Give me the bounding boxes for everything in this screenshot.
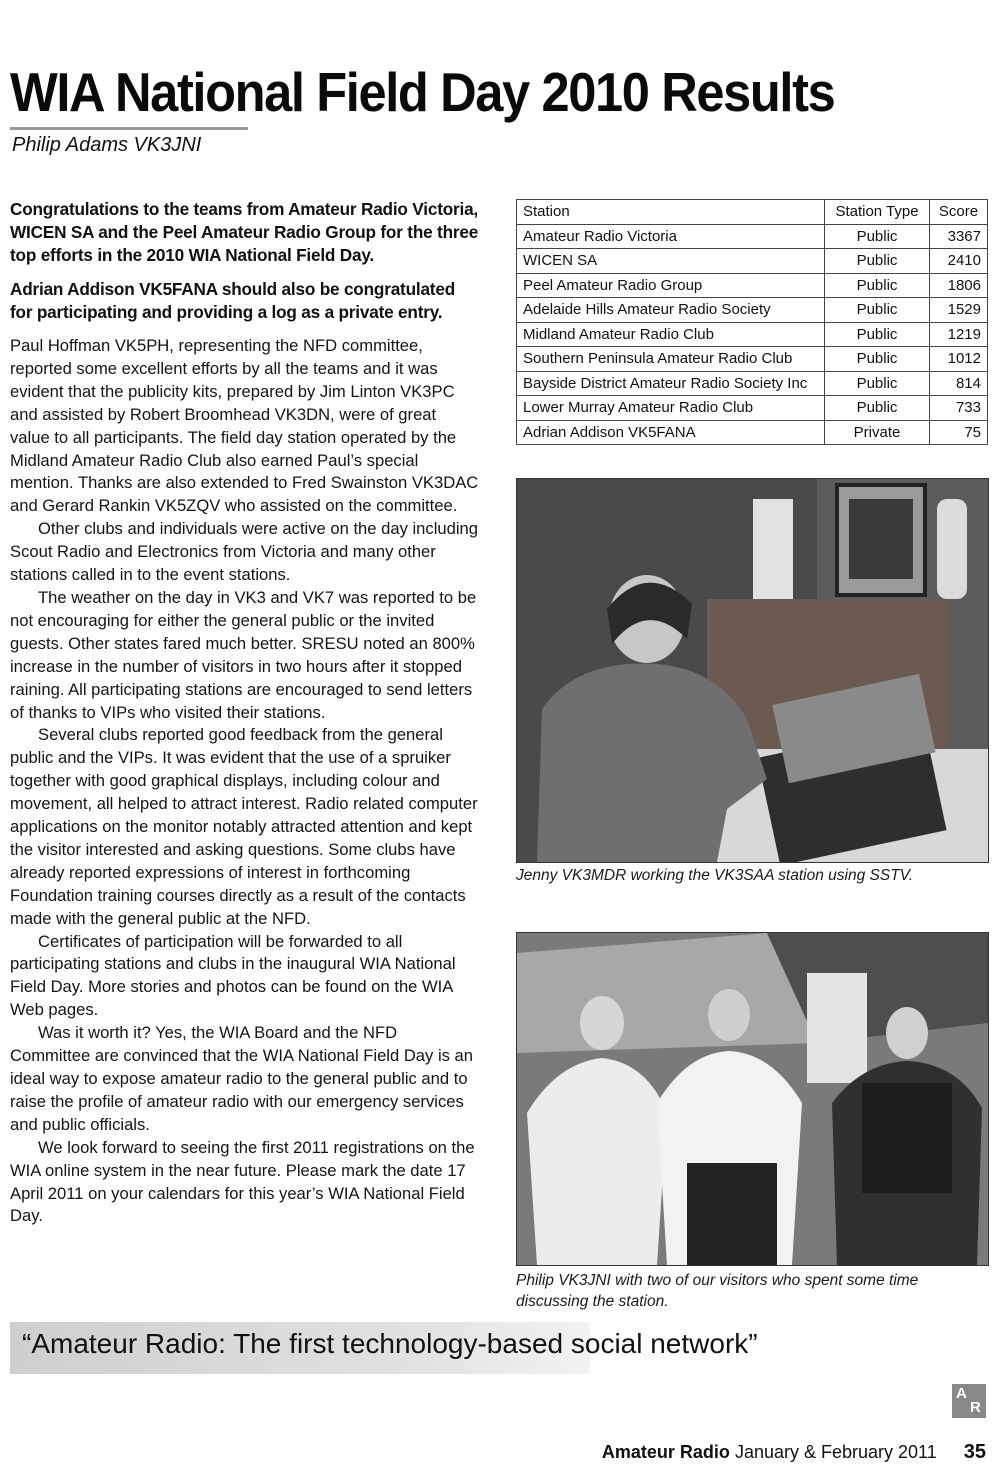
pull-quote: “Amateur Radio: The first technology-based social network”	[22, 1328, 758, 1359]
cell-station: Bayside District Amateur Radio Society Inc	[517, 371, 825, 396]
cell-score: 3367	[930, 224, 988, 249]
photo-operator-at-station	[516, 478, 989, 863]
cell-score: 814	[930, 371, 988, 396]
results-table	[516, 199, 988, 445]
table-row	[517, 224, 988, 249]
cell-score: 733	[930, 396, 988, 421]
body-paragraph: Certificates of participation will be forwarded to all participating stations and clubs in the inaugural WIA National Field Day. More stories and photos can be found on the WIA Web pages.	[10, 931, 456, 1020]
cell-station-type: Public	[825, 347, 930, 372]
body-paragraph: Other clubs and individuals were active on the day including Scout Radio and Electronics from Victoria and many other stations called in to the event stations.	[10, 519, 478, 585]
cell-score: 2410	[930, 249, 988, 274]
body-paragraph: Several clubs reported good feedback from the general public and the VIPs. It was evident that the use of a spruiker together with good graphical displays, including colour and movement, all helped to attract interest. Radio related computer applications on the monitor notably attracted attention and kept the visitor interested and asking questions. Some clubs have already reported expressions of interest in forthcoming Foundation training courses directly as a result of the contacts made with the general public at the NFD.	[10, 725, 478, 928]
table-row	[517, 347, 988, 372]
table-row	[517, 420, 988, 445]
cell-score: 1529	[930, 298, 988, 323]
cell-station-type: Public	[825, 249, 930, 274]
table-row	[517, 273, 988, 298]
header-station: Station	[517, 200, 825, 225]
cell-score: 1012	[930, 347, 988, 372]
cell-station-type: Public	[825, 322, 930, 347]
cell-station: Amateur Radio Victoria	[517, 224, 825, 249]
cell-station: Lower Murray Amateur Radio Club	[517, 396, 825, 421]
table-row	[517, 371, 988, 396]
table-row	[517, 322, 988, 347]
table-row	[517, 249, 988, 274]
cell-station-type: Public	[825, 371, 930, 396]
cell-station: WICEN SA	[517, 249, 825, 274]
cell-station-type: Private	[825, 420, 930, 445]
cell-station: Midland Amateur Radio Club	[517, 322, 825, 347]
footer-issue: January & February 2011	[734, 1442, 937, 1462]
cell-station-type: Public	[825, 224, 930, 249]
lead-paragraph-1: Congratulations to the teams from Amateur Radio Victoria, WICEN SA and the Peel Amateur Radio Group for the three top efforts in the 2010 WIA National Field Day.	[10, 199, 479, 265]
footer-magazine: Amateur Radio	[601, 1442, 730, 1462]
cell-station-type: Public	[825, 396, 930, 421]
body-paragraph: Paul Hoffman VK5PH, representing the NFD committee, reported some excellent efforts by all the teams and it was evident that the publicity kits, prepared by Jim Linton VK3PC and assisted by Robert Broomhead VK3DN, were of great value to all participants. The field day station operated by the Midland Amateur Radio Club also earned Paul’s special mention. Thanks are also extended to Fred Swainston VK3DAC and Gerard Rankin VK5ZQV who assisted on the committee.	[10, 336, 479, 516]
logo-letter-r: R	[970, 1399, 981, 1416]
cell-station-type: Public	[825, 273, 930, 298]
header-score: Score	[930, 200, 988, 225]
photo-caption-1: Jenny VK3MDR working the VK3SAA station using SSTV.	[516, 867, 914, 884]
article-body	[10, 335, 480, 1228]
table-row	[517, 298, 988, 323]
cell-score: 75	[930, 420, 988, 445]
lead-paragraph-2: Adrian Addison VK5FANA should also be congratulated for participating and providing a log as a private entry.	[10, 279, 455, 322]
photo-group-visitors	[516, 932, 989, 1266]
cell-station: Adelaide Hills Amateur Radio Society	[517, 298, 825, 323]
cell-score: 1219	[930, 322, 988, 347]
left-column	[10, 198, 480, 1228]
photo-caption-2: Philip VK3JNI with two of our visitors who spent some time discussing the station.	[516, 1272, 919, 1310]
cell-station: Peel Amateur Radio Group	[517, 273, 825, 298]
title-underline	[10, 127, 248, 130]
body-paragraph: We look forward to seeing the first 2011 registrations on the WIA online system in the near future. Please mark the date 17 April 2011 on your calendars for this year’s WIA National Field Day.	[10, 1137, 475, 1226]
photo-group-illustration	[517, 933, 988, 1265]
table-header-row	[517, 200, 988, 225]
table-row	[517, 396, 988, 421]
body-paragraph: Was it worth it? Yes, the WIA Board and the NFD Committee are convinced that the WIA National Field Day is an ideal way to expose amateur radio to the general public and to raise the profile of amateur radio with our emergency services and public officials.	[10, 1023, 473, 1134]
ar-logo	[952, 1384, 986, 1418]
results-table-container	[516, 199, 988, 445]
body-paragraph: The weather on the day in VK3 and VK7 was reported to be not encouraging for either the general public or the invited guests. Other states fared much better. SRESU noted an 800% increase in the number of visitors in two hours after it stopped raining. All participating stations are encouraged to send letters of thanks to VIPs who visited their stations.	[10, 587, 477, 722]
cell-station-type: Public	[825, 298, 930, 323]
cell-score: 1806	[930, 273, 988, 298]
photo-operator-illustration	[517, 479, 988, 862]
page-number: 35	[963, 1441, 986, 1463]
article-author: Philip Adams VK3JNI	[12, 134, 202, 156]
cell-station: Southern Peninsula Amateur Radio Club	[517, 347, 825, 372]
logo-letter-a: A	[956, 1385, 967, 1402]
header-station-type: Station Type	[825, 200, 930, 225]
page-footer	[602, 1441, 986, 1464]
article-title: WIA National Field Day 2010 Results	[10, 61, 835, 123]
cell-station: Adrian Addison VK5FANA	[517, 420, 825, 445]
